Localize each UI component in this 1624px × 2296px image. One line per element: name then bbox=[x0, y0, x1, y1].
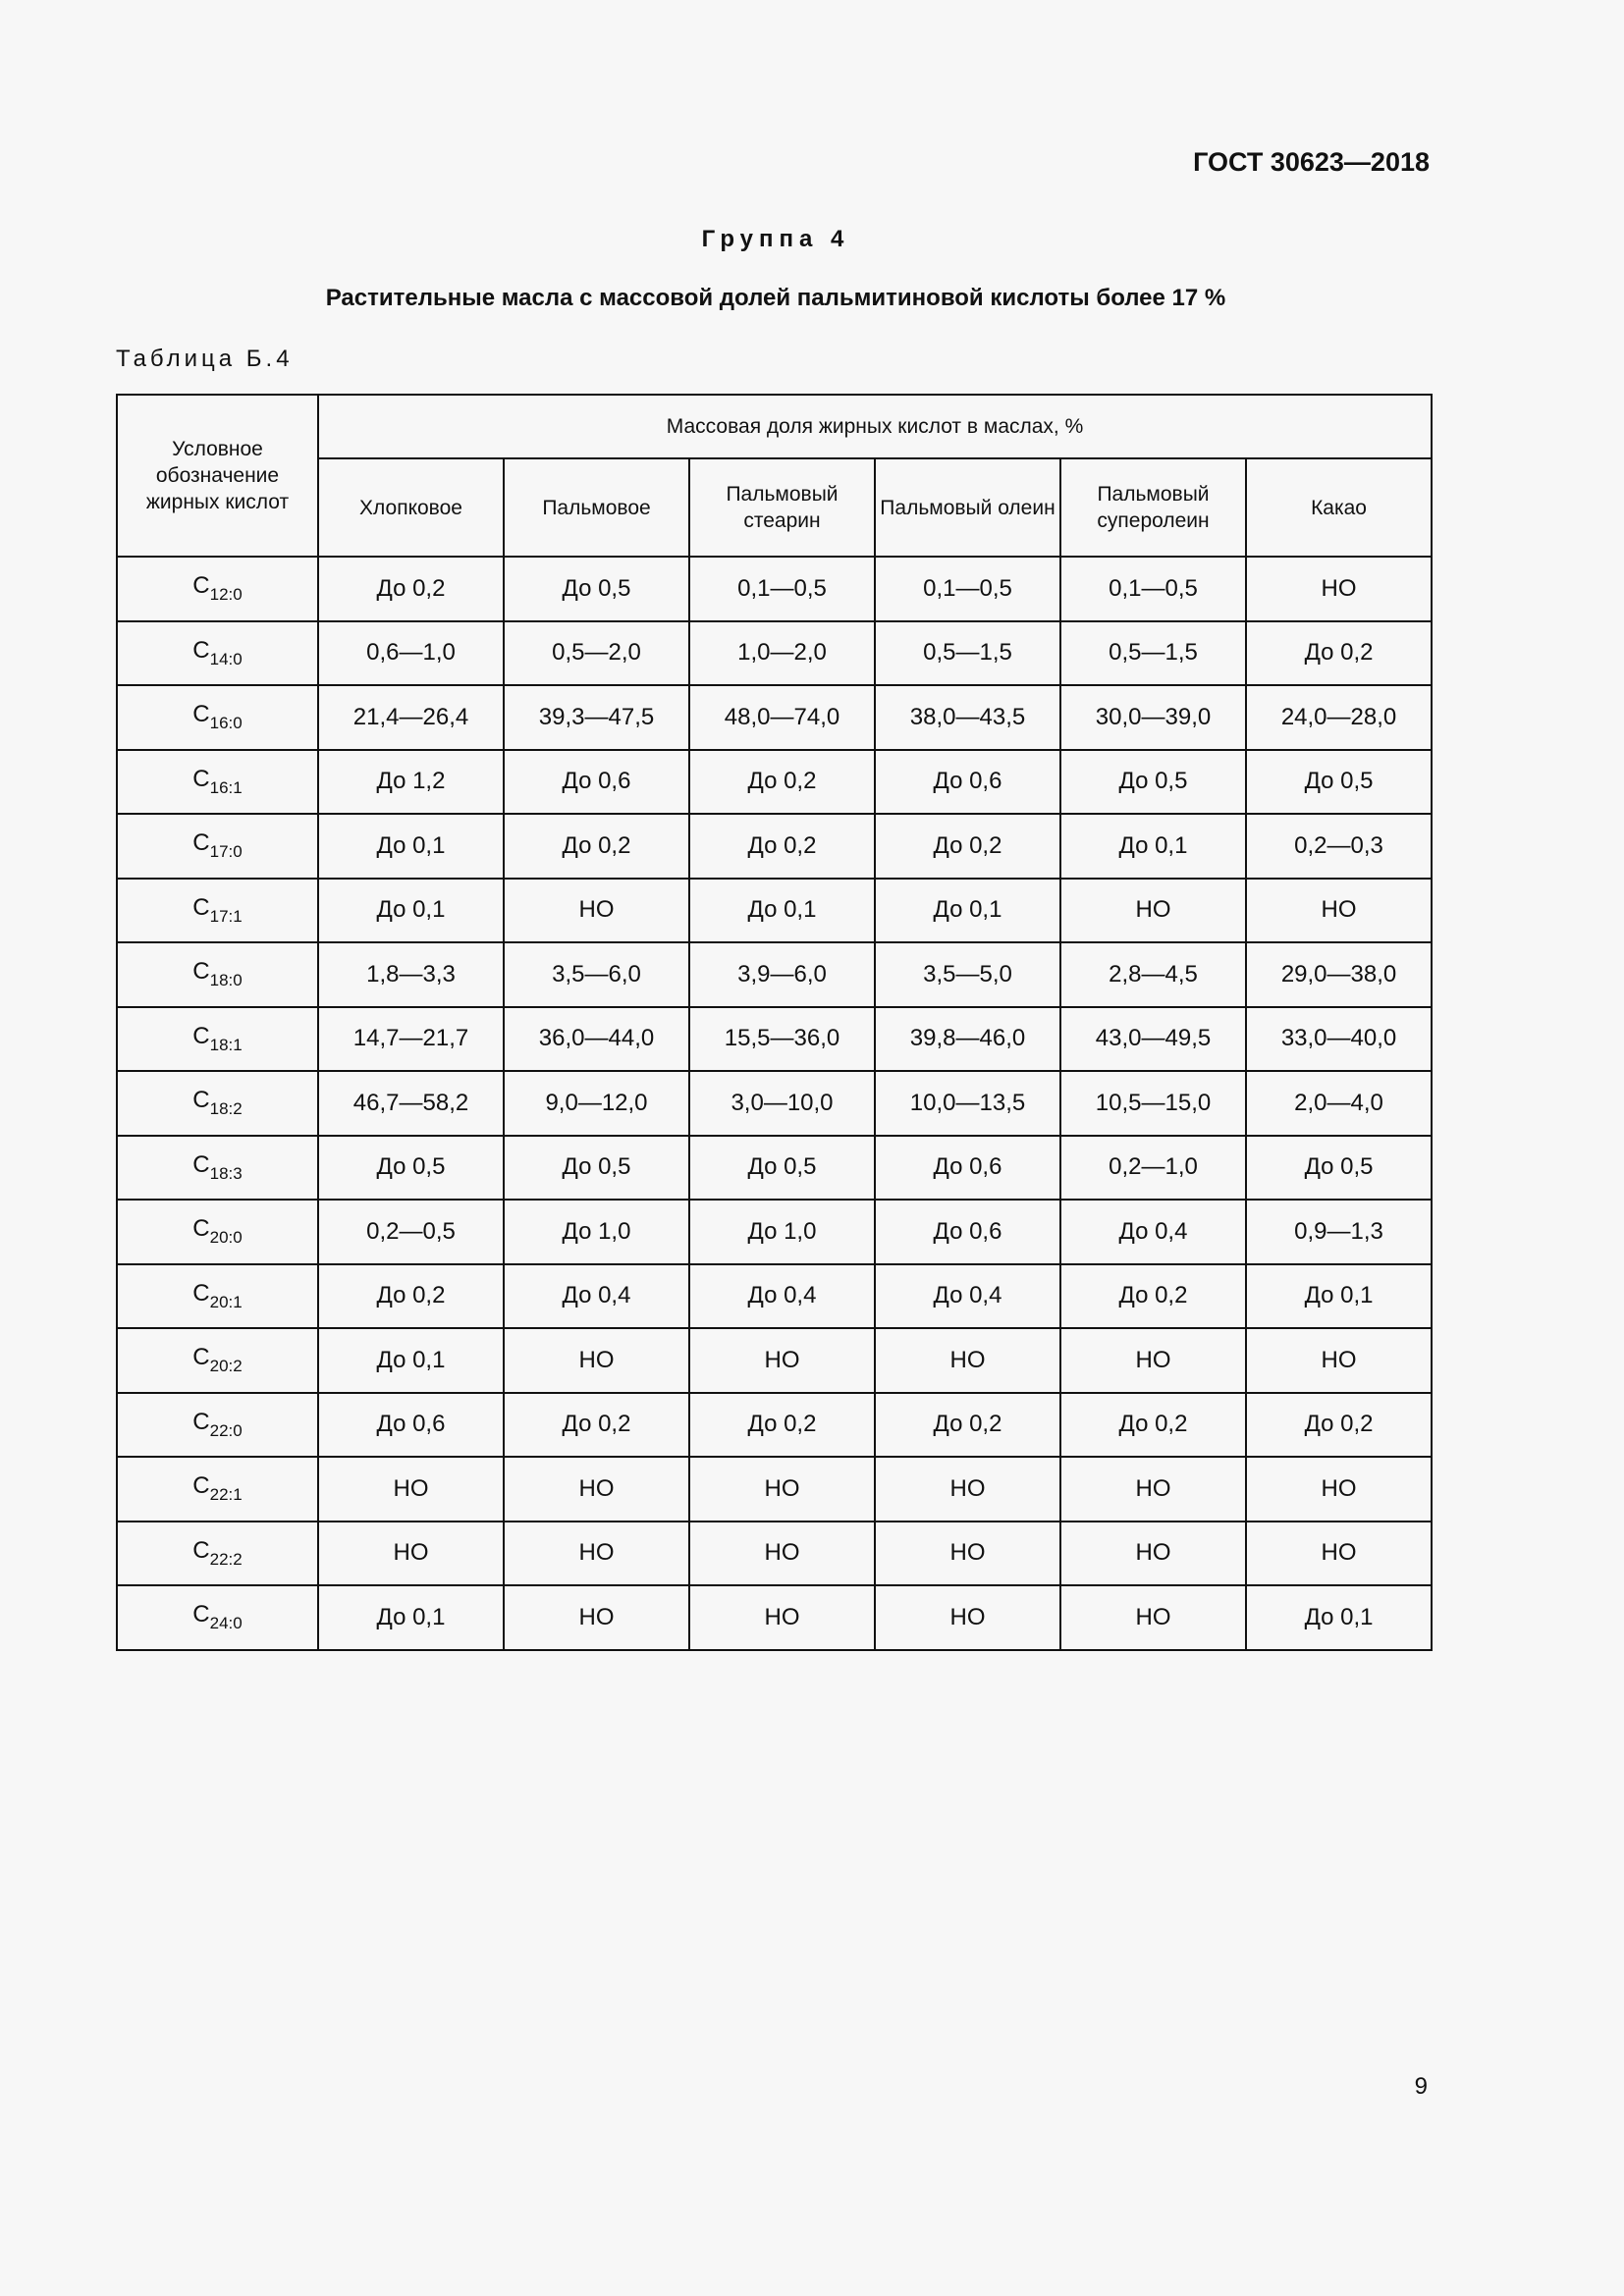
table-cell: До 0,2 bbox=[689, 750, 875, 815]
table-cell: НО bbox=[504, 1585, 689, 1650]
table-cell: До 1,0 bbox=[689, 1200, 875, 1264]
table-cell: До 0,1 bbox=[875, 879, 1060, 943]
table-cell: До 0,1 bbox=[318, 879, 504, 943]
table-cell: До 0,2 bbox=[504, 814, 689, 879]
table-cell: До 0,2 bbox=[1060, 1264, 1246, 1329]
table-cell: НО bbox=[504, 1522, 689, 1586]
acid-designation: $C_{17:0}$ bbox=[117, 814, 318, 879]
table-cell: До 0,1 bbox=[318, 1585, 504, 1650]
table-cell: До 0,2 bbox=[1246, 1393, 1432, 1458]
table-cell: 2,0—4,0 bbox=[1246, 1071, 1432, 1136]
table-cell: 48,0—74,0 bbox=[689, 685, 875, 750]
table-cell: 0,2—0,3 bbox=[1246, 814, 1432, 879]
acid-designation: $C_{20:1}$ bbox=[117, 1264, 318, 1329]
table-row bbox=[117, 1264, 1432, 1329]
acid-designation: $C_{16:0}$ bbox=[117, 685, 318, 750]
column-header: Пальмовый олеин bbox=[875, 458, 1060, 557]
table-cell: 10,5—15,0 bbox=[1060, 1071, 1246, 1136]
acid-designation: $C_{17:1}$ bbox=[117, 879, 318, 943]
table-row bbox=[117, 814, 1432, 879]
table-cell: До 0,6 bbox=[318, 1393, 504, 1458]
table-cell: До 0,6 bbox=[875, 1136, 1060, 1201]
table-cell: НО bbox=[1060, 1585, 1246, 1650]
table-cell: До 0,5 bbox=[689, 1136, 875, 1201]
table-cell: 3,5—5,0 bbox=[875, 942, 1060, 1007]
page-number: 9 bbox=[1414, 2073, 1428, 2100]
table-row bbox=[117, 942, 1432, 1007]
acid-designation: $C_{24:0}$ bbox=[117, 1585, 318, 1650]
table-cell: До 0,6 bbox=[875, 750, 1060, 815]
table-cell: 3,5—6,0 bbox=[504, 942, 689, 1007]
acid-designation: $C_{14:0}$ bbox=[117, 621, 318, 686]
acid-designation: $C_{22:0}$ bbox=[117, 1393, 318, 1458]
table-cell: 39,3—47,5 bbox=[504, 685, 689, 750]
acid-designation: $C_{18:2}$ bbox=[117, 1071, 318, 1136]
table-cell: НО bbox=[1060, 1457, 1246, 1522]
acid-designation: $C_{18:3}$ bbox=[117, 1136, 318, 1201]
column-header: Хлопковое bbox=[318, 458, 504, 557]
table-cell: До 0,5 bbox=[504, 1136, 689, 1201]
table-cell: НО bbox=[875, 1457, 1060, 1522]
table-cell: 15,5—36,0 bbox=[689, 1007, 875, 1072]
table-cell: 3,0—10,0 bbox=[689, 1071, 875, 1136]
table-cell: До 0,5 bbox=[504, 557, 689, 621]
group-title: Группа 4 bbox=[701, 226, 850, 252]
table-cell: НО bbox=[875, 1585, 1060, 1650]
table-cell: 0,9—1,3 bbox=[1246, 1200, 1432, 1264]
table-cell: НО bbox=[1060, 1328, 1246, 1393]
table-cell: До 1,2 bbox=[318, 750, 504, 815]
table-cell: До 0,4 bbox=[504, 1264, 689, 1329]
table-cell: НО bbox=[504, 879, 689, 943]
table-cell: 0,5—1,5 bbox=[1060, 621, 1246, 686]
table-cell: НО bbox=[1246, 1522, 1432, 1586]
mass-fraction-header: Массовая доля жирных кислот в маслах, % bbox=[318, 395, 1432, 458]
table-row bbox=[117, 1136, 1432, 1201]
table-cell: 9,0—12,0 bbox=[504, 1071, 689, 1136]
acid-designation: $C_{18:0}$ bbox=[117, 942, 318, 1007]
table-row bbox=[117, 1328, 1432, 1393]
table-cell: До 0,1 bbox=[1246, 1264, 1432, 1329]
table-row bbox=[117, 621, 1432, 686]
section-subtitle: Растительные масла с массовой долей пальмитиновой кислоты более 17 % bbox=[325, 285, 1226, 311]
table-cell: 0,5—1,5 bbox=[875, 621, 1060, 686]
acid-designation: $C_{20:2}$ bbox=[117, 1328, 318, 1393]
document-id: ГОСТ 30623—2018 bbox=[1193, 147, 1430, 177]
column-header: Пальмовый стеарин bbox=[689, 458, 875, 557]
column-header: Какао bbox=[1246, 458, 1432, 557]
table-cell: До 0,5 bbox=[1060, 750, 1246, 815]
table-cell: До 0,2 bbox=[689, 1393, 875, 1458]
table-cell: 29,0—38,0 bbox=[1246, 942, 1432, 1007]
table-row bbox=[117, 1200, 1432, 1264]
table-cell: НО bbox=[1060, 879, 1246, 943]
table-cell: 14,7—21,7 bbox=[318, 1007, 504, 1072]
table-cell: НО bbox=[1246, 1328, 1432, 1393]
table-cell: 1,8—3,3 bbox=[318, 942, 504, 1007]
table-cell: 0,5—2,0 bbox=[504, 621, 689, 686]
table-cell: До 0,2 bbox=[875, 1393, 1060, 1458]
table-cell: До 0,2 bbox=[504, 1393, 689, 1458]
table-cell: До 1,0 bbox=[504, 1200, 689, 1264]
table-cell: До 0,4 bbox=[875, 1264, 1060, 1329]
table-cell: До 0,5 bbox=[1246, 750, 1432, 815]
table-cell: До 0,2 bbox=[318, 1264, 504, 1329]
table-cell: 43,0—49,5 bbox=[1060, 1007, 1246, 1072]
table-row bbox=[117, 557, 1432, 621]
acid-designation: $C_{20:0}$ bbox=[117, 1200, 318, 1264]
table-cell: НО bbox=[1060, 1522, 1246, 1586]
table-cell: НО bbox=[689, 1328, 875, 1393]
table-row bbox=[117, 685, 1432, 750]
table-cell: НО bbox=[1246, 879, 1432, 943]
table-cell: НО bbox=[1246, 557, 1432, 621]
table-cell: 10,0—13,5 bbox=[875, 1071, 1060, 1136]
table-cell: НО bbox=[689, 1585, 875, 1650]
table-cell: 30,0—39,0 bbox=[1060, 685, 1246, 750]
table-cell: НО bbox=[504, 1328, 689, 1393]
table-cell: До 0,2 bbox=[689, 814, 875, 879]
table-cell: 1,0—2,0 bbox=[689, 621, 875, 686]
table-cell: НО bbox=[318, 1522, 504, 1586]
acid-label-header: Условное обозначение жирных кислот bbox=[117, 395, 318, 557]
table-cell: До 0,4 bbox=[689, 1264, 875, 1329]
fatty-acid-table bbox=[116, 394, 1433, 1651]
column-header: Пальмовый суперолеин bbox=[1060, 458, 1246, 557]
table-cell: 46,7—58,2 bbox=[318, 1071, 504, 1136]
table-cell: 39,8—46,0 bbox=[875, 1007, 1060, 1072]
table-caption: Таблица Б.4 bbox=[116, 346, 294, 372]
table-cell: НО bbox=[689, 1522, 875, 1586]
table-cell: До 0,5 bbox=[318, 1136, 504, 1201]
table-cell: До 0,1 bbox=[318, 814, 504, 879]
table-cell: До 0,1 bbox=[1060, 814, 1246, 879]
table-cell: 21,4—26,4 bbox=[318, 685, 504, 750]
table-cell: До 0,1 bbox=[1246, 1585, 1432, 1650]
table-cell: 24,0—28,0 bbox=[1246, 685, 1432, 750]
table-cell: 3,9—6,0 bbox=[689, 942, 875, 1007]
table-cell: НО bbox=[689, 1457, 875, 1522]
table-cell: НО bbox=[875, 1328, 1060, 1393]
table-row bbox=[117, 750, 1432, 815]
table-row bbox=[117, 1457, 1432, 1522]
table-cell: До 0,5 bbox=[1246, 1136, 1432, 1201]
acid-designation: $C_{18:1}$ bbox=[117, 1007, 318, 1072]
table-cell: 38,0—43,5 bbox=[875, 685, 1060, 750]
table-cell: 0,1—0,5 bbox=[1060, 557, 1246, 621]
table-row bbox=[117, 1071, 1432, 1136]
table-cell: До 0,1 bbox=[318, 1328, 504, 1393]
table-cell: НО bbox=[318, 1457, 504, 1522]
column-header: Пальмовое bbox=[504, 458, 689, 557]
table-row bbox=[117, 1585, 1432, 1650]
table-cell: 0,6—1,0 bbox=[318, 621, 504, 686]
table-cell: До 0,4 bbox=[1060, 1200, 1246, 1264]
acid-designation: $C_{22:2}$ bbox=[117, 1522, 318, 1586]
table-cell: До 0,2 bbox=[1060, 1393, 1246, 1458]
table-cell: 0,1—0,5 bbox=[875, 557, 1060, 621]
table-cell: До 0,6 bbox=[875, 1200, 1060, 1264]
table-cell: 0,1—0,5 bbox=[689, 557, 875, 621]
table-cell: НО bbox=[1246, 1457, 1432, 1522]
table-cell: НО bbox=[875, 1522, 1060, 1586]
table-row bbox=[117, 1007, 1432, 1072]
acid-designation: $C_{22:1}$ bbox=[117, 1457, 318, 1522]
table-cell: 0,2—0,5 bbox=[318, 1200, 504, 1264]
table-row bbox=[117, 1393, 1432, 1458]
table-cell: 0,2—1,0 bbox=[1060, 1136, 1246, 1201]
table-cell: До 0,6 bbox=[504, 750, 689, 815]
table-cell: До 0,2 bbox=[1246, 621, 1432, 686]
table-row bbox=[117, 879, 1432, 943]
table-cell: До 0,2 bbox=[318, 557, 504, 621]
table-cell: НО bbox=[504, 1457, 689, 1522]
table-cell: До 0,1 bbox=[689, 879, 875, 943]
acid-designation: $C_{12:0}$ bbox=[117, 557, 318, 621]
table-cell: До 0,2 bbox=[875, 814, 1060, 879]
table-cell: 36,0—44,0 bbox=[504, 1007, 689, 1072]
acid-designation: $C_{16:1}$ bbox=[117, 750, 318, 815]
table-cell: 2,8—4,5 bbox=[1060, 942, 1246, 1007]
table-row bbox=[117, 1522, 1432, 1586]
table-cell: 33,0—40,0 bbox=[1246, 1007, 1432, 1072]
